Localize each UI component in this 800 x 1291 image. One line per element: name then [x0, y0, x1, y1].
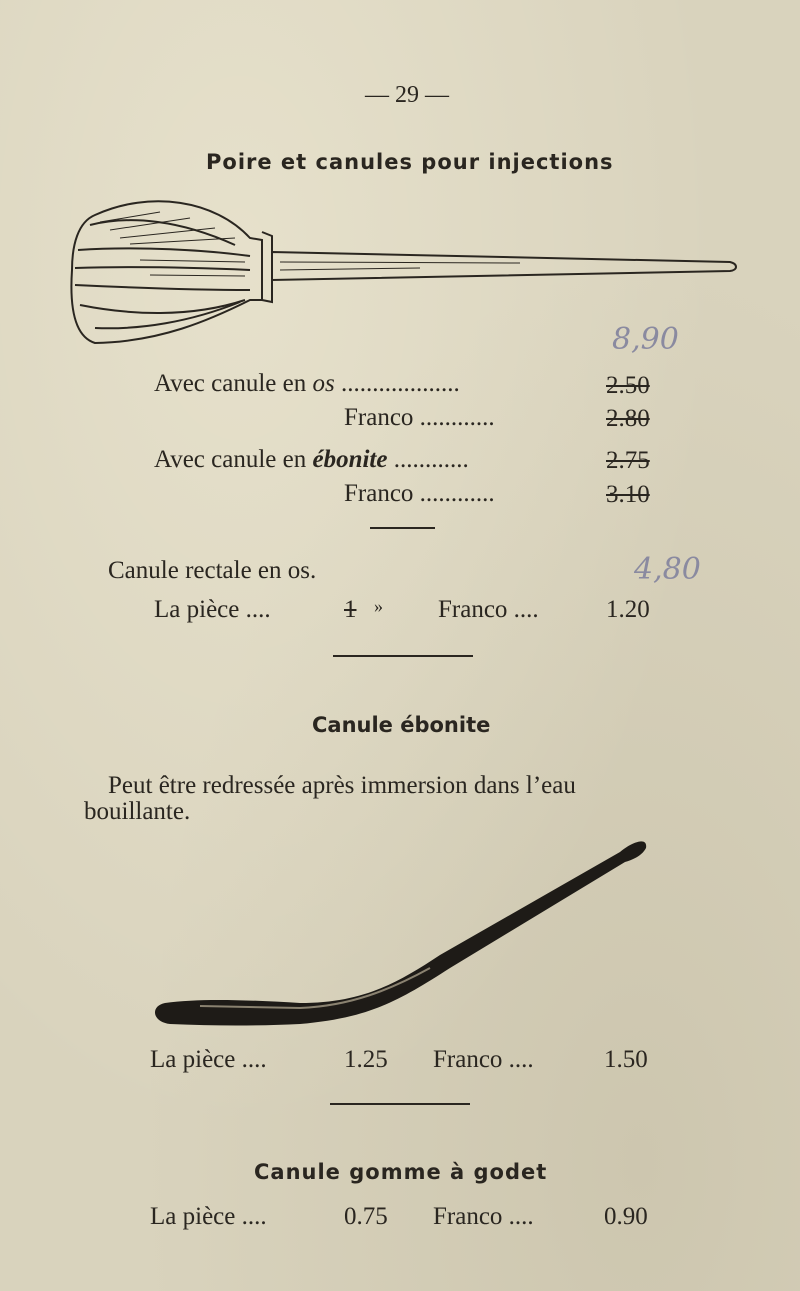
dot-leader: ............: [419, 404, 495, 431]
canule-rectale-franco-price: 1.20: [606, 596, 650, 623]
canule-ebonite-description-line2: bouillante.: [84, 798, 191, 825]
divider-3: [330, 1103, 470, 1105]
canule-rectale-piece-price: 1: [344, 596, 357, 623]
dot-leader: ............: [393, 446, 469, 473]
handwritten-price-note-2: 4,80: [634, 552, 701, 587]
canule-gomme-piece-label: La pièce ....: [150, 1203, 267, 1230]
price-franco-2: 3.10: [606, 481, 650, 508]
canule-gomme-piece-price: 0.75: [344, 1203, 388, 1230]
handwritten-price-note: 8,90: [612, 322, 679, 357]
row-label-italic: os: [312, 370, 335, 397]
canule-gomme-heading: Canule gomme à godet: [254, 1160, 548, 1184]
canule-gomme-franco-label: Franco ....: [433, 1203, 534, 1230]
row-label: Franco: [344, 404, 414, 431]
canule-rectale-piece-label: La pièce ....: [154, 596, 271, 623]
section-title-poire: Poire et canules pour injections: [206, 150, 614, 174]
dot-leader: ...................: [340, 370, 460, 397]
canule-rectale-title: Canule rectale en os.: [108, 557, 317, 584]
canule-rectale-franco-label: Franco ....: [438, 596, 539, 623]
row-label: Avec canule en: [154, 370, 313, 397]
price-canule-os: 2.50: [606, 372, 650, 399]
row-label: Franco: [344, 480, 414, 507]
page-number: — 29 —: [365, 82, 449, 108]
canule-ebonite-heading: Canule ébonite: [312, 713, 491, 737]
canule-ebonite-piece-label: La pièce ....: [150, 1046, 267, 1073]
canule-ebonite-franco-label: Franco ....: [433, 1046, 534, 1073]
dot-leader: ............: [419, 480, 495, 507]
canule-rectale-piece-suffix: »: [374, 596, 383, 616]
canule-ebonite-description-line1: Peut être redressée après immersion dans l’eau: [108, 772, 576, 799]
canule-ebonite-franco-price: 1.50: [604, 1046, 648, 1073]
price-canule-ebonite: 2.75: [606, 447, 650, 474]
row-label-italic: ébonite: [312, 446, 388, 473]
price-franco-1: 2.80: [606, 405, 650, 432]
canule-gomme-franco-price: 0.90: [604, 1203, 648, 1230]
canule-ebonite-piece-price: 1.25: [344, 1046, 388, 1073]
row-label: Avec canule en: [154, 446, 313, 473]
